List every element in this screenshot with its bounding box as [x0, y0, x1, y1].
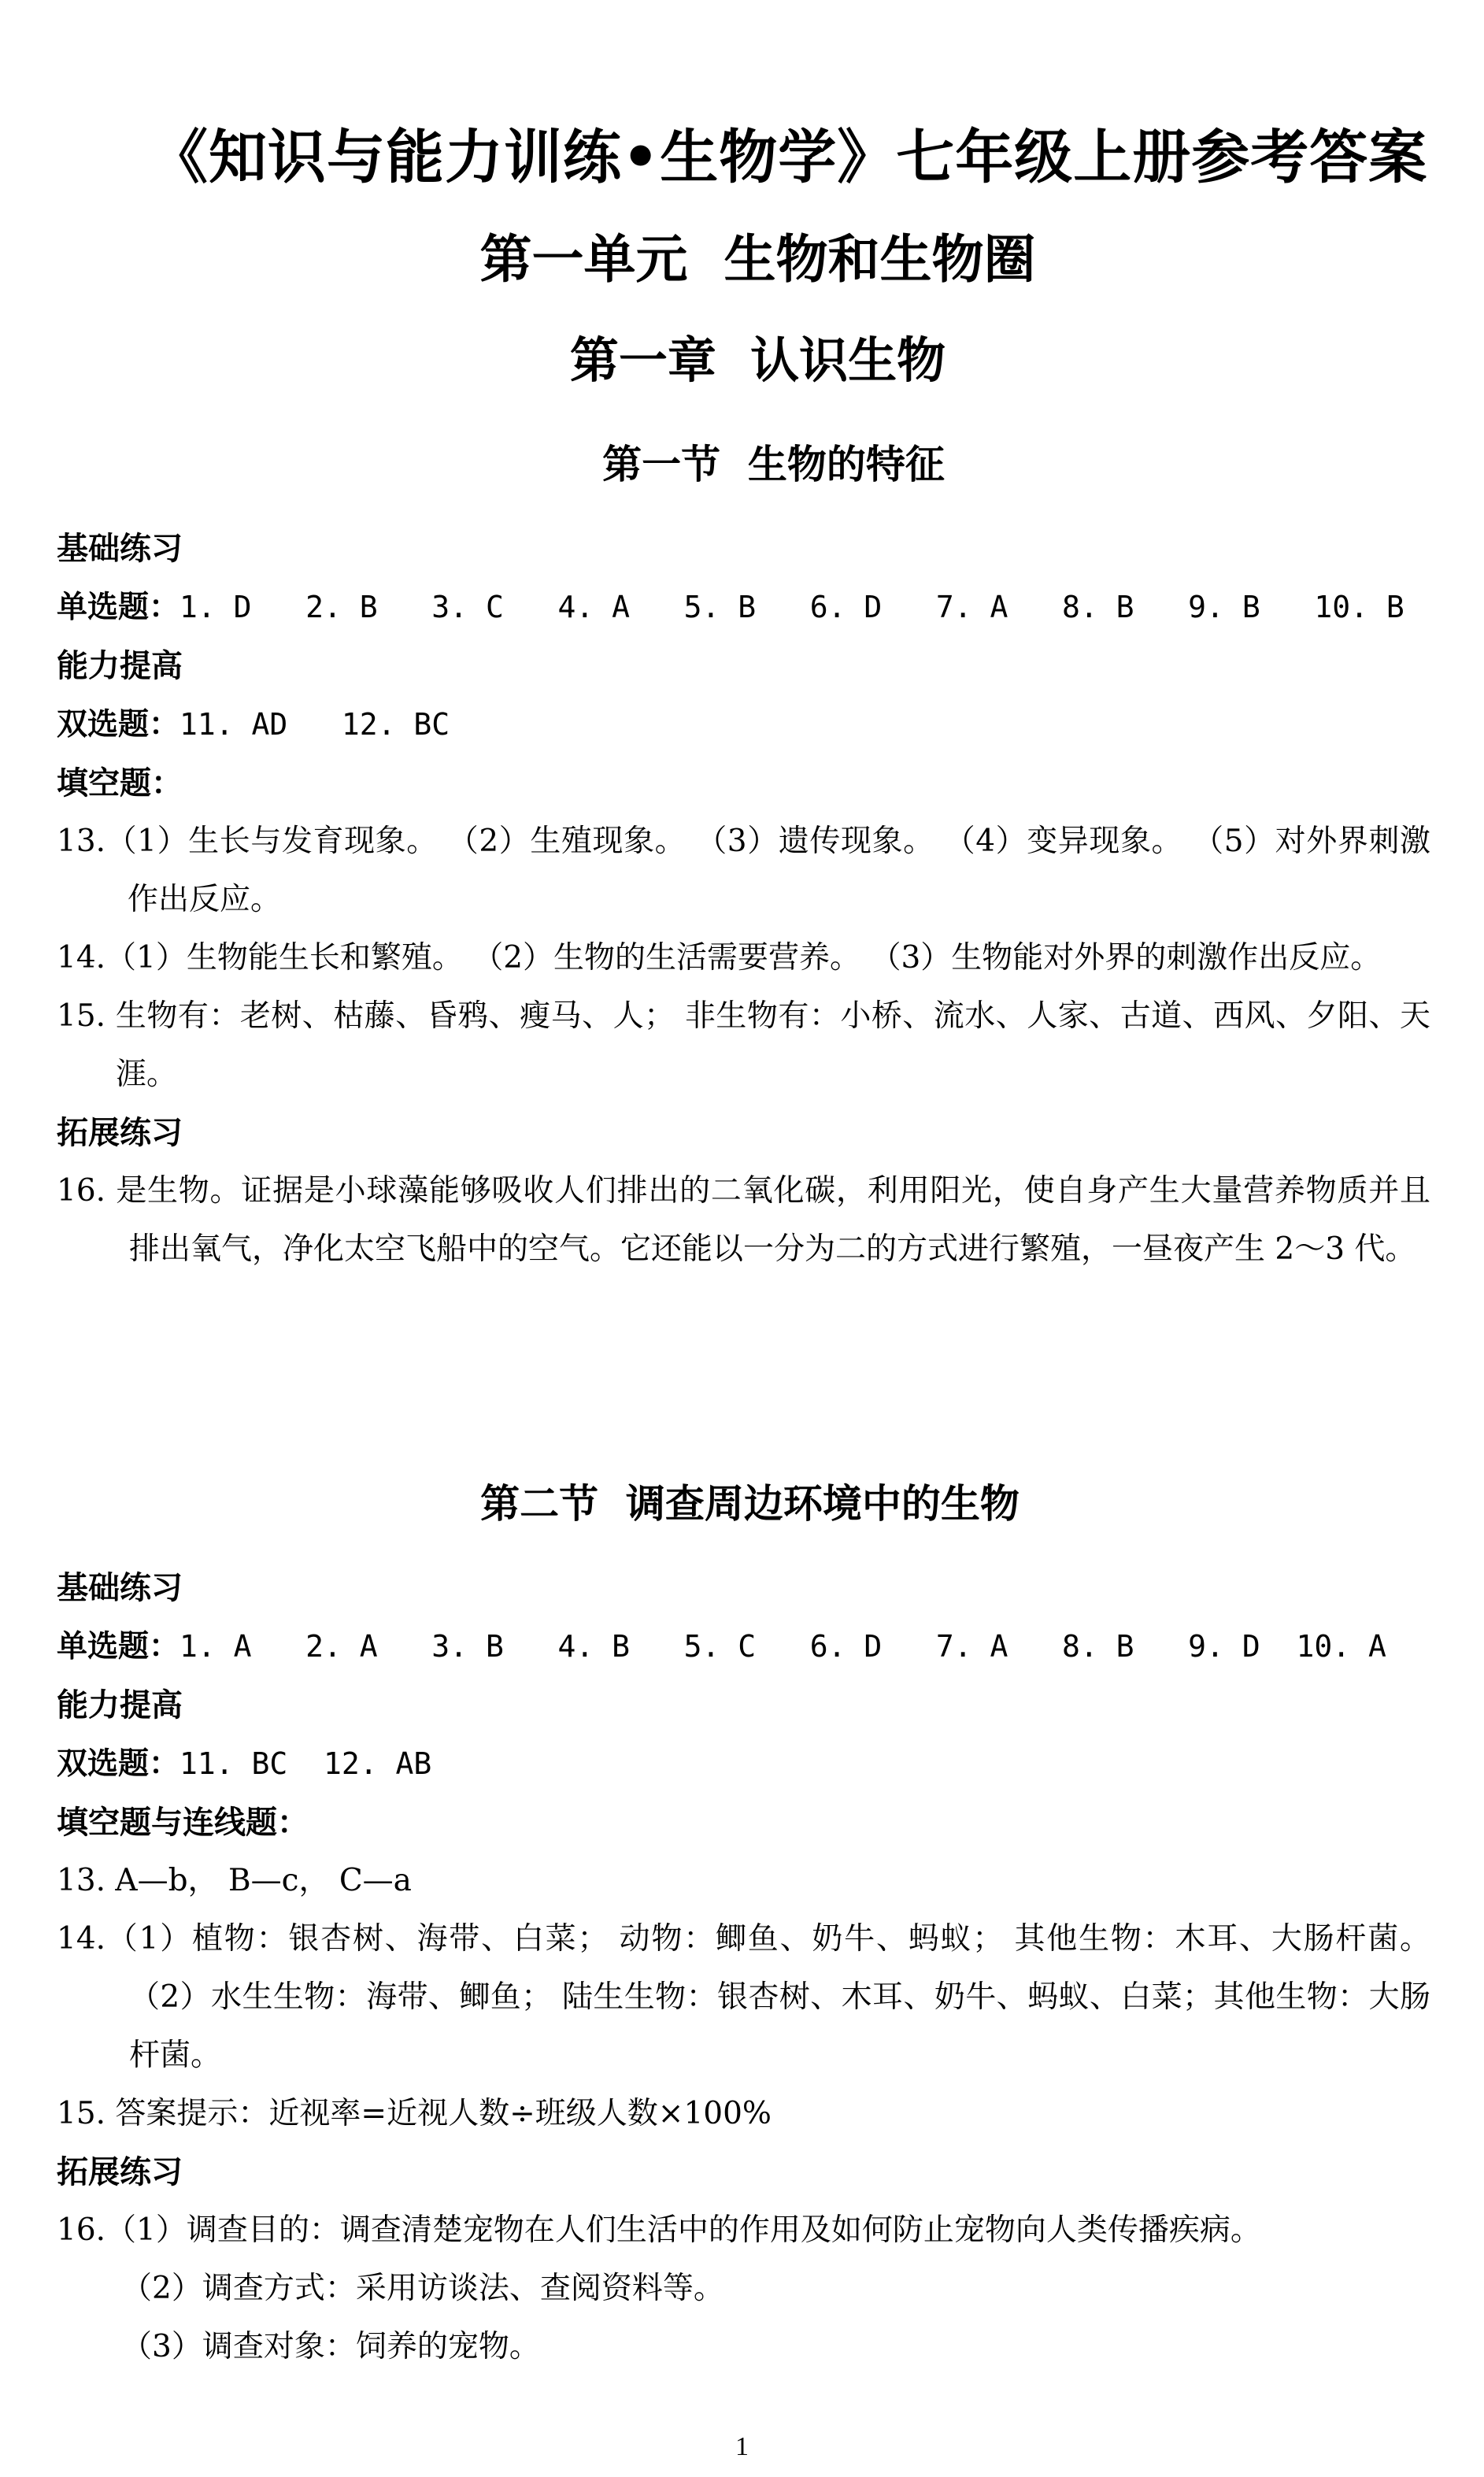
section-1-heading: 第一节 生物的特征 — [602, 442, 945, 487]
ability-heading: 能力提高 — [57, 648, 183, 684]
double-choice-values: 11. BC 12. AB — [179, 1746, 432, 1781]
unit-heading: 第一单元 生物和生物圈 — [479, 229, 1036, 290]
basic-practice-heading: 基础练习 — [57, 1570, 183, 1606]
question-13-answer: 13. A—b， B—c， C—a — [57, 1863, 412, 1898]
chapter-heading: 第一章 认识生物 — [569, 331, 946, 389]
single-choice-values: 1. A 2. A 3. B 4. B 5. C 6. D 7. A 8. B 9. D 10. A — [179, 1629, 1386, 1664]
single-choice-answers — [57, 578, 1430, 637]
double-choice-answers — [57, 695, 1430, 754]
ability-heading: 能力提高 — [57, 1687, 183, 1724]
question-15-answer: 15. 生物有：老树、枯藤、昏鸦、瘦马、人； 非生物有：小桥、流水、人家、古道、西风、夕阳、天涯。 — [57, 998, 1430, 1092]
page-number: 1 — [735, 2432, 749, 2461]
section-2-heading: 第二节 调查周边环境中的生物 — [480, 1481, 1020, 1527]
double-choice-label: 双选题： — [57, 707, 180, 742]
question-16-answer: 16. 是生物。证据是小球藻能够吸收人们排出的二氧化碳，利用阳光，使自身产生大量营养物质并且排出氧气，净化太空飞船中的空气。它还能以一分为二的方式进行繁殖，一昼夜产生 2～3 代。 — [57, 1173, 1430, 1267]
question-16-part-1: 16.（1）调查目的：调查清楚宠物在人们生活中的作用及如何防止宠物向人类传播疾病。 — [57, 2212, 1261, 2248]
single-choice-values: 1. D 2. B 3. C 4. A 5. B 6. D 7. A 8. B 9. B 10. B — [179, 590, 1404, 624]
question-15-answer: 15. 答案提示：近视率=近视人数÷班级人数×100% — [57, 2096, 772, 2131]
double-choice-label: 双选题： — [57, 1746, 180, 1782]
fill-blank-matching-heading: 填空题与连线题： — [57, 1805, 309, 1841]
question-14-answer: 14.（1）植物：银杏树、海带、白菜； 动物：鲫鱼、奶牛、蚂蚁； 其他生物：木耳、大肠杆菌。 （2）水生生物：海带、鲫鱼； 陆生生物：银杏树、木耳、奶牛、蚂蚁、白菜；其他生物：大肠杆菌。 — [57, 1921, 1430, 2073]
single-choice-answers — [57, 1617, 1430, 1676]
fill-blank-heading: 填空题： — [57, 765, 183, 802]
section-2-body — [57, 1559, 1430, 2376]
single-choice-label: 单选题： — [57, 1629, 180, 1664]
extension-heading: 拓展练习 — [57, 2154, 183, 2190]
question-13-answer: 13.（1）生长与发育现象。 （2）生殖现象。 （3）遗传现象。 （4）变异现象。 （5）对外界刺激作出反应。 — [57, 824, 1430, 917]
question-16-part-2: （2）调查方式：采用访谈法、查阅资料等。 — [121, 2271, 724, 2306]
section-1-body — [57, 520, 1430, 1279]
double-choice-values: 11. AD 12. BC — [179, 707, 450, 742]
extension-heading: 拓展练习 — [57, 1115, 183, 1151]
question-14-answer: 14.（1）生物能生长和繁殖。 （2）生物的生活需要营养。 （3）生物能对外界的刺激作出反应。 — [57, 940, 1382, 976]
basic-practice-heading: 基础练习 — [57, 531, 183, 567]
question-16-part-3: （3）调查对象：饲养的宠物。 — [121, 2329, 540, 2364]
double-choice-answers — [57, 1735, 1430, 1794]
document-title: 《知识与能力训练•生物学》七年级上册参考答案 — [150, 124, 1428, 191]
single-choice-label: 单选题： — [57, 590, 180, 625]
